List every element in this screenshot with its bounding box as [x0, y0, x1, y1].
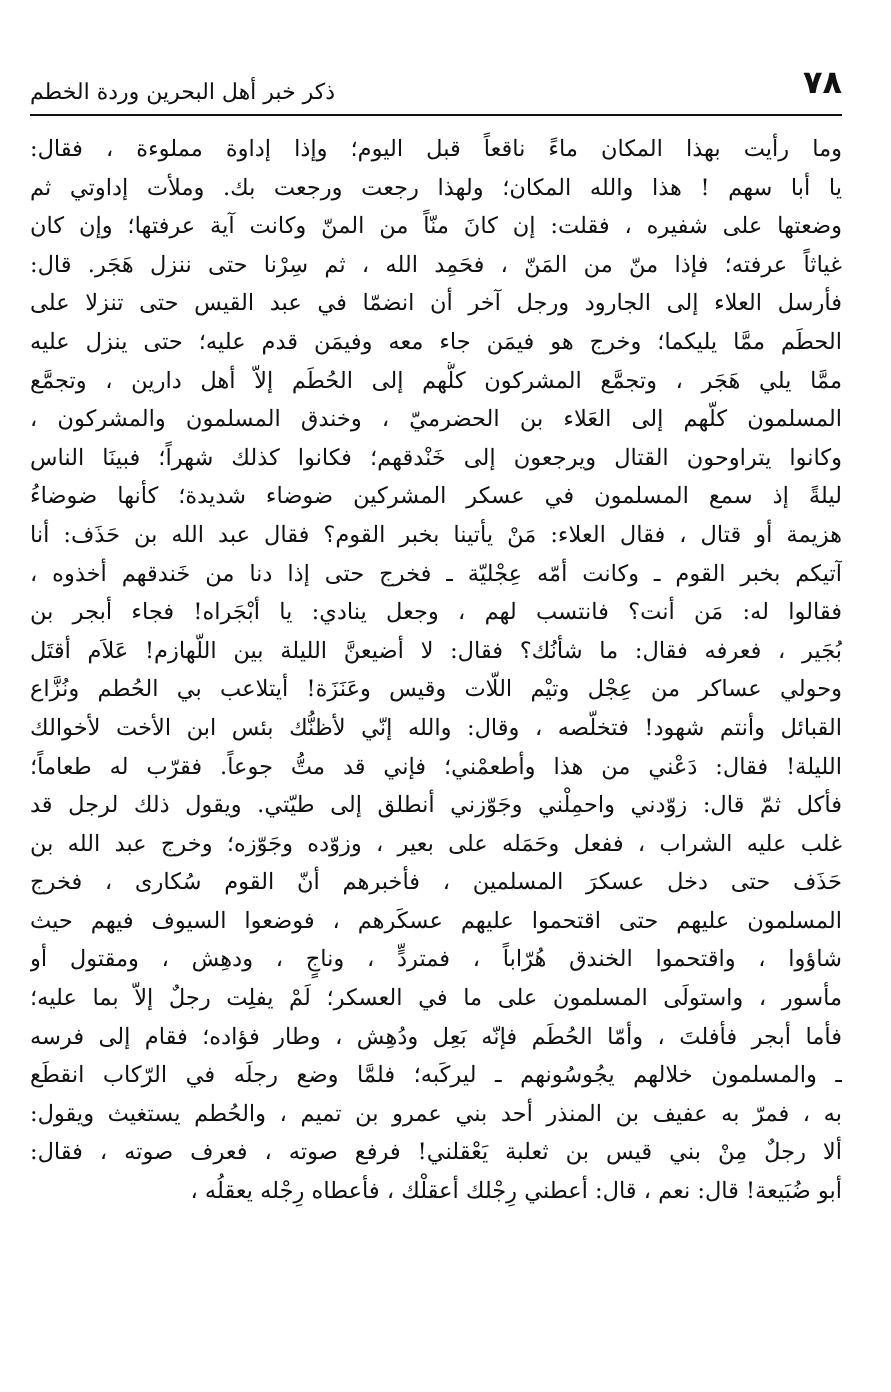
text-line: المسلمون عليهم حتى اقتحموا عليهم عسكَرهم ، فوضعوا السيوف فيهم حيث: [30, 907, 842, 934]
text-line: فأما أبجر فأفلتَ ، وأمّا الحُطَم فإنّه بَعِل ودُهِش ، وطار فؤاده؛ فقام إلى فرسه: [30, 1023, 842, 1050]
text-line: القبائل وأنتم شهود! فتخلّصه ، وقال: والله إنّي لأظنُّك بئس ابن الأخت لأخوالك: [30, 714, 842, 741]
text-line: حَذَف حتى دخل عسكرَ المسلمين ، فأخبرهم أنّ القوم سُكارى ، فخرج: [30, 869, 842, 896]
running-title: ذكر خبر أهل البحرين وردة الخطم: [30, 80, 336, 105]
text-line: بُجَير ، فعرفه فقال: ما شأنُك؟ فقال: لا أضيعنَّ الليلة بين اللّهازم! عَلاَم أقتَل: [30, 637, 842, 664]
text-line: آتيكم بخبر القوم ـ وكانت أمّه عِجْليّة ـ فخرج حتى إذا دنا من خَندقهم أخذوه ،: [30, 560, 842, 587]
header-rule: [30, 114, 842, 116]
text-line: شاؤوا ، واقتحموا الخندق هُرّاباً ، فمتردٍّ ، وناجٍ ، ودهِش ، ومقتول أو: [30, 946, 842, 973]
text-line: أبو ضُبَيعة! قال: نعم ، قال: أعطني رِجْلك أعقلْك ، فأعطاه رِجْله يعقلُه ،: [190, 1178, 842, 1205]
text-line: غلب عليه الشراب ، ففعل وحَمَله على بعير ، وزوّده وجَوّزه؛ وخرج عبد الله بن: [30, 830, 842, 857]
text-line: ممَّا يلي هَجَر ، وتجمَّع المشركون كلُّهم إلى الحُطَم إلاّ أهل دارين ، وتجمَّع: [30, 367, 842, 394]
text-line: وضعتها على شفيره ، فقلت: إن كانَ منّاً من المنّ وكانت آية عرفتها؛ وإن كان: [30, 213, 842, 240]
text-line: ألا رجلٌ مِنْ بني قيس بن ثعلبة يَعْقلني! فرفع صوته ، فعرف صوته ، فقال:: [30, 1139, 842, 1166]
text-line: فقالوا له: مَن أنت؟ فانتسب لهم ، وجعل ينادي: يا أبْجَراه! فجاء أبجر بن: [30, 599, 842, 626]
body-text: [30, 130, 842, 1211]
text-line: يا أبا سهم ! هذا والله المكان؛ ولهذا رجعت ورجعت بك. وملأت إداوتي ثم: [30, 174, 842, 201]
text-line: وما رأيت بهذا المكان ماءً ناقعاً قبل اليوم؛ وإذا إداوة مملوءة ، فقال:: [30, 136, 842, 162]
page-header: [30, 62, 842, 114]
text-line: الليلة! فقال: دَعْني من هذا وأطعمْني؛ فإني قد متُّ جوعاً. فقرّب له طعاماً؛: [30, 753, 842, 780]
text-line: وكانوا يتراوحون القتال ويرجعون إلى خَنْدقهم؛ فكانوا كذلك شهراً؛ فبينَا الناس: [30, 444, 842, 471]
text-line: هزيمة أو قتال ، فقال العلاء: مَنْ يأتينا بخبر القوم؟ فقال عبد الله بن حَذَف: أنا: [30, 521, 842, 548]
text-line: به ، فمرّ به عفيف بن المنذر أحد بني عمرو بن تميم ، والحُطم يستغيث ويقول:: [30, 1100, 842, 1127]
text-line: غياثاً عرفته؛ فإذا منّ من المَنّ ، فحَمِد الله ، ثم سِرْنا حتى ننزل هَجَر. قال:: [30, 251, 842, 278]
text-line: فأرسل العلاء إلى الجارود ورجل آخر أن انضمّا في عبد القيس حتى تنزلا على: [30, 290, 842, 317]
text-line: الحطَم ممَّا يليكما؛ وخرج هو فيمَن جاء معه وفيمَن قدم عليه؛ حتى ينزل عليه: [30, 328, 842, 355]
text-line: المسلمون كلّهم إلى العَلاء بن الحضرميّ ، وخندق المسلمون والمشركون ،: [30, 406, 842, 433]
text-line: ليلةً إذ سمع المسلمون في عسكر المشركين ضوضاء شديدة؛ كأنها ضوضاءُ: [30, 483, 842, 510]
text-line: فأكل ثمّ قال: زوّدني واحمِلْني وجَوّزني أنطلق إلى طيّتي. ويقول ذلك لرجل قد: [30, 792, 842, 819]
page-number: ٧٨: [802, 63, 842, 101]
text-line: مأسور ، واستولَى المسلمون على ما في العسكر؛ لَمْ يفلِت رجلٌ إلاّ بما عليه؛: [30, 985, 842, 1012]
text-line: ـ والمسلمون خلالهم يجُوسُونهم ـ ليركَبه؛ فلمَّا وضع رجلَه في الرّكاب انقطَع: [30, 1062, 842, 1089]
text-line: وحولي عساكر من عِجْل وتيْم اللّات وقيس وعَنَزَة! أيتلاعب بي الحُطم ونُزَّاع: [30, 676, 842, 703]
